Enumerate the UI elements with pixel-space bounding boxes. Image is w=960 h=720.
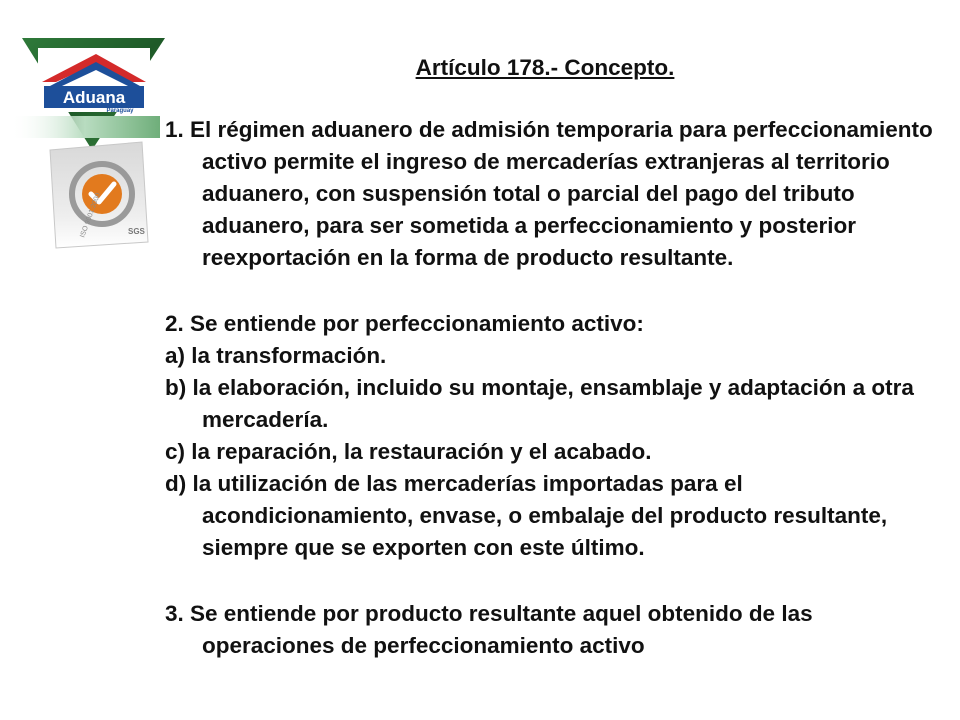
cert-sgs-text: SGS [128,227,145,236]
logo-brand-text: Aduana [62,88,126,107]
cert-iso-text: ISO 9001:2000 [79,192,102,239]
article-title: Artículo 178.- Concepto. [415,55,675,80]
iso-certification-badge [44,138,152,256]
article-content [165,52,945,662]
list-item-a: a) la transformación. [165,343,387,368]
list-item-d: d) la utilización de las mercaderías importadas para el acondicionamiento, envase, o embalaje del producto resultante, siempre que se exporten con este último. [165,471,888,560]
paragraph-1: 1. El régimen aduanero de admisión temporaria para perfeccionamiento activo permite el ingreso de mercaderías extranjeras al territorio aduanero, con suspensión total o parcial del pago del tributo aduanero, para ser sometida a perfeccionamiento y posterior reexportación en la forma de producto resultante. [165,117,933,270]
list-item-b: b) la elaboración, incluido su montaje, ensamblaje y adaptación a otra mercadería. [165,375,914,432]
list-item-c: c) la reparación, la restauración y el acabado. [165,439,652,464]
paragraph-3: 3. Se entiende por producto resultante aquel obtenido de las operaciones de perfeccionamiento activo [165,601,813,658]
paragraph-2: 2. Se entiende por perfeccionamiento activo: [165,311,644,336]
logo-country-text: Paraguay [106,108,134,114]
